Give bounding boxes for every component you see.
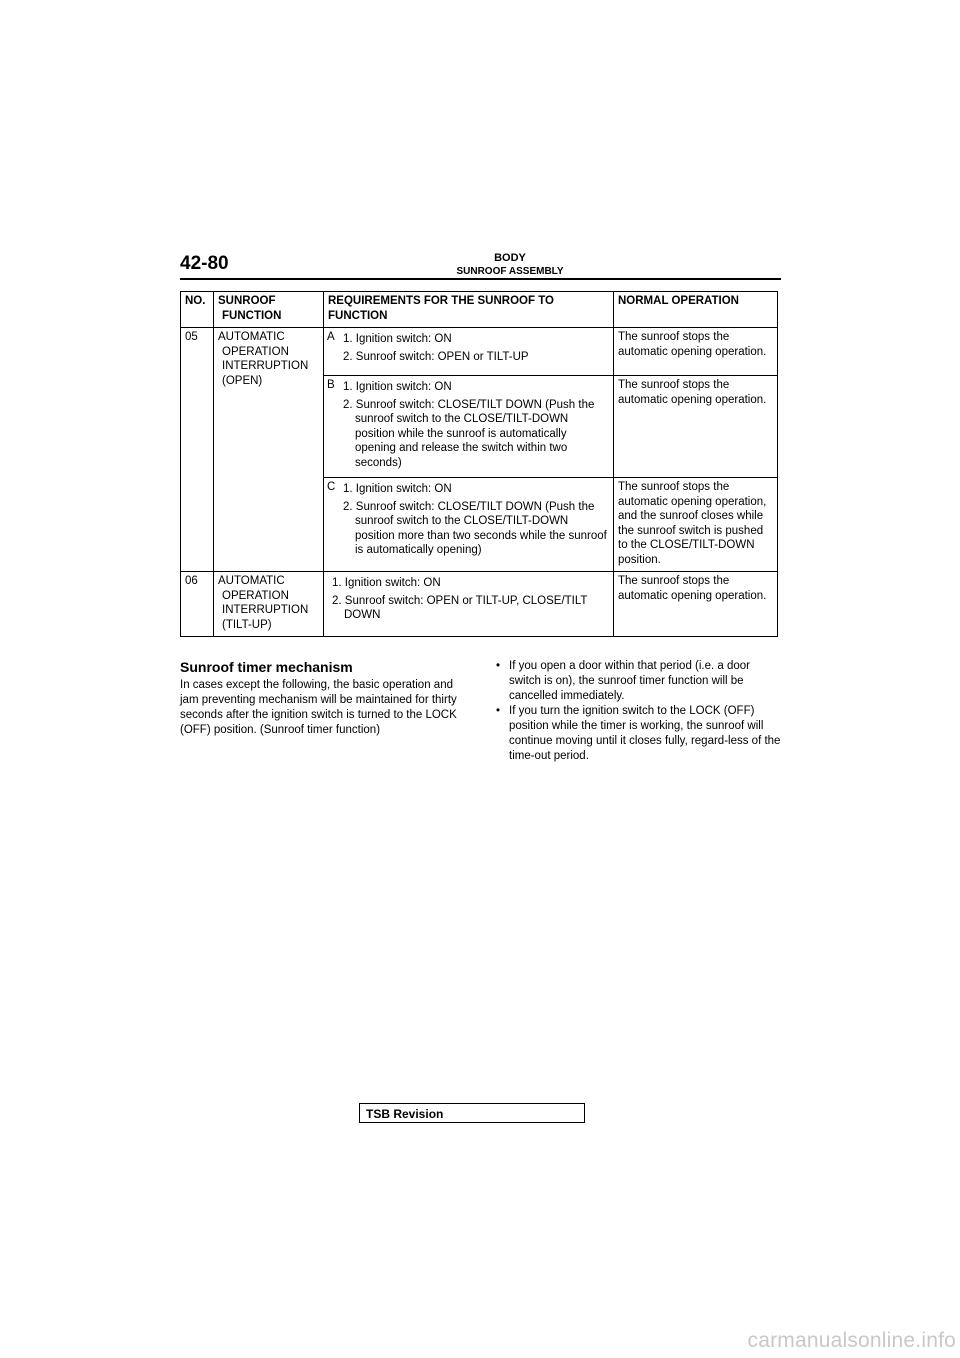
requirement-item: 2. Sunroof switch: CLOSE/TILT DOWN (Push the sunroof switch to the CLOSE/TILT-DOWN position more than two seconds while the sunroof is automatically opening) [343,500,607,556]
table-header-row [181,292,778,328]
function-line: (OPEN) [222,374,263,387]
function-line: AUTOMATIC [218,575,285,587]
header-requirements-line: FUNCTION [328,309,388,322]
header-requirements [324,292,614,328]
requirement-item: 1. Ignition switch: ON [343,381,452,393]
row-no: 06 [181,572,214,637]
requirement-item: 2. Sunroof switch: OPEN or TILT-UP [343,350,529,363]
row-no: 05 [181,328,214,572]
bullet-list [496,659,781,764]
requirement-item: 1. Ignition switch: ON [343,483,452,495]
row-function [214,328,324,572]
table-row [181,328,778,376]
case-letter: C [324,478,340,572]
requirement-item: 2. Sunroof switch: OPEN or TILT-UP, CLOSE/TILT DOWN [332,594,588,621]
case-requirements [339,478,614,572]
list-item [496,704,781,764]
section-paragraph: In cases except the following, the basic operation and jam preventing mechanism will be maintained for thirty seconds after the ignition switch is turned to the LOCK (OFF) position. (Sunroof timer function) [180,679,457,736]
case-normal-operation [614,478,778,572]
case-letter: B [324,376,340,478]
case-normal-operation [614,376,778,478]
function-line: INTERRUPTION [222,604,309,616]
case-normal-operation [614,328,778,376]
header-function-line: SUNROOF [218,295,276,307]
function-line: INTERRUPTION [222,360,309,372]
normal-operation-text: The sunroof stops the automatic opening operation. [618,575,767,602]
header-rule [180,278,781,280]
function-line: OPERATION [222,589,289,602]
case-requirements [339,328,614,376]
normal-operation-text: The sunroof stops the automatic opening operation, and the sunroof closes while the sunroof switch is pushed to the CLOSE/TILT-DOWN position. [618,481,767,566]
header-normal-operation: NORMAL OPERATION [614,292,778,328]
function-line: OPERATION [222,345,289,358]
list-item-text: If you turn the ignition switch to the LOCK (OFF) position while the timer is working, the sunroof will continue moving until it closes fully, regard-less of the time-out period. [509,705,781,762]
list-item-text: If you open a door within that period (i.e. a door switch is on), the sunroof timer function will be cancelled immediately. [509,660,751,702]
table-row [181,572,778,637]
function-line: (TILT-UP) [222,618,272,631]
bullet-icon: • [496,705,501,717]
function-line: AUTOMATIC [218,331,285,343]
requirement-item: 2. Sunroof switch: CLOSE/TILT DOWN (Push the sunroof switch to the CLOSE/TILT-DOWN position while the sunroof is automatically opening and release the switch within two seconds) [343,398,595,469]
section-heading: Sunroof timer mechanism [180,659,353,675]
normal-operation-text: The sunroof stops the automatic opening operation. [618,379,767,406]
watermark-url: carmanualsonline.info [747,1329,956,1352]
row-normal-operation [614,572,778,637]
case-letter: A [324,328,340,376]
row-requirements [324,572,614,637]
section-title: BODY [494,252,526,264]
tsb-revision-box: TSB Revision [359,1103,585,1123]
header-no: NO. [181,292,214,328]
list-item [496,659,781,704]
requirement-item: 1. Ignition switch: ON [332,577,441,589]
header-requirements-line: REQUIREMENTS FOR THE SUNROOF TO [328,295,554,307]
sunroof-function-table [180,291,778,637]
header-function [214,292,324,328]
bullet-icon: • [496,660,501,672]
normal-operation-text: The sunroof stops the automatic opening operation. [618,331,767,358]
page-number: 42-80 [180,253,229,274]
section-subtitle: SUNROOF ASSEMBLY [456,266,564,277]
requirement-item: 1. Ignition switch: ON [343,333,452,345]
row-function [214,572,324,637]
header-function-line: FUNCTION [222,309,282,322]
case-requirements [339,376,614,478]
